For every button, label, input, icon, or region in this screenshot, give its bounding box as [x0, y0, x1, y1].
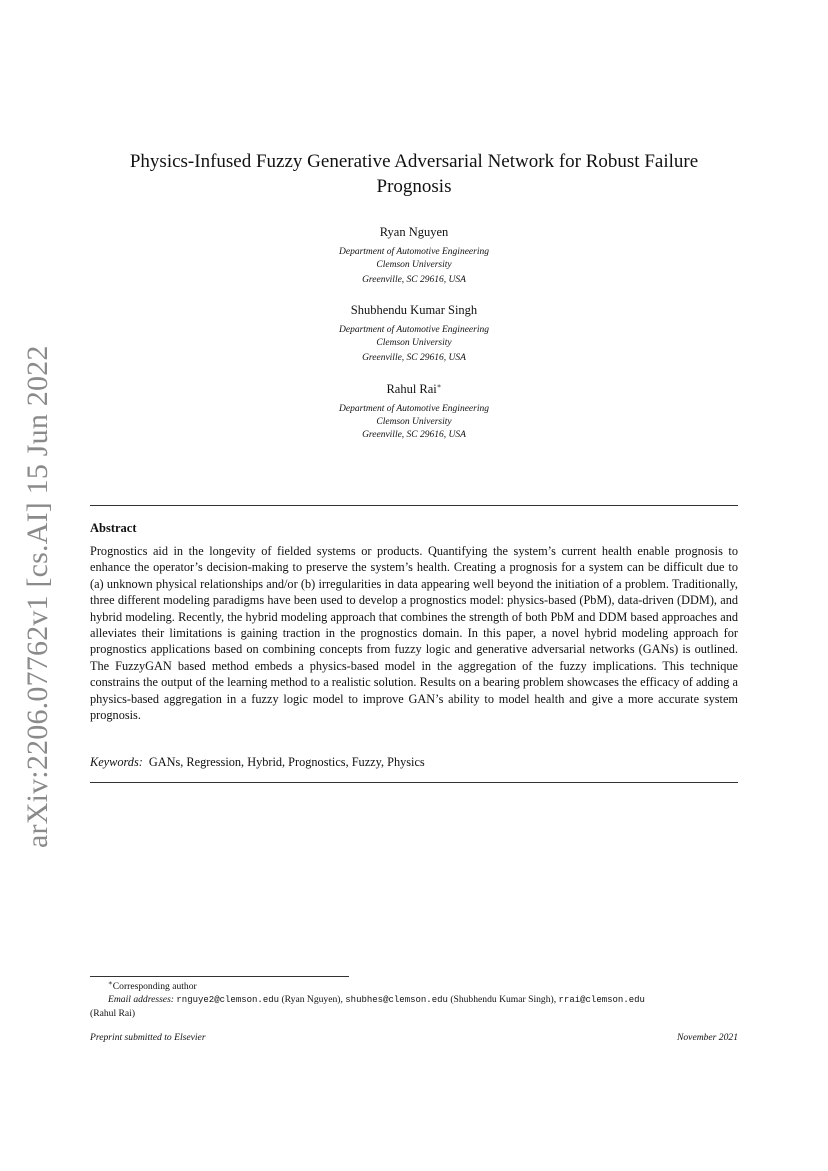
abstract-heading: Abstract — [90, 521, 137, 535]
affiliation — [90, 246, 738, 287]
author-block-1 — [90, 224, 738, 287]
affiliation-university: Clemson University — [376, 417, 452, 427]
submission-date: November 2021 — [676, 1032, 738, 1043]
abstract-text: Prognostics aid in the longevity of fielded systems or products. Quantifying the system’s current health enable prognosis to enhance the operator’s decision-making to preserve the system’s health. Creating a prognosis for a system can be difficult due to (a) unknown physical relationships and/or (b) irregularities in data appearing well beyond the initiation of a problem. Traditionally, three different modeling paradigms have been used to develop a prognostics model: physics-based (PbM), data-driven (DDM), and hybrid modeling. Recently, the hybrid modeling approach that combines the strength of both PbM and DDM based approaches and alleviates their limitations is gaining traction in the prognostics domain. In this paper, a novel hybrid modeling approach for prognostics applications based on combining concepts from fuzzy logic and generative adversarial networks (GANs) is outlined. The FuzzyGAN based method embeds a physics-based model in the aggregation of the fuzzy implications. This technique constrains the output of the learning method to a realistic solution. Results on a bearing problem showcases the efficacy of adding a physics-based aggregation in a fuzzy logic model to improve GAN’s ability to model health and give a more accurate system prognosis. — [90, 544, 738, 723]
author-name: Ryan Nguyen — [379, 225, 449, 239]
affiliation — [90, 324, 738, 365]
affiliation-city: Greenville, SC 29616, USA — [362, 275, 466, 285]
paper-title — [90, 149, 738, 199]
footnote — [90, 980, 738, 1020]
corresponding-marker: ∗ — [436, 381, 442, 390]
affiliation — [90, 403, 738, 442]
affiliation-department: Department of Automotive Engineering — [339, 404, 489, 414]
email-link-nguyen[interactable]: rnguye2@clemson.edu — [176, 995, 280, 1005]
title-line-2: Prognosis — [376, 176, 452, 197]
affiliation-city: Greenville, SC 29616, USA — [362, 353, 466, 363]
abstract-bottom-rule — [90, 782, 738, 783]
email-label: Email addresses: — [108, 994, 174, 1005]
email-link-singh[interactable]: shubhes@clemson.edu — [345, 995, 448, 1005]
affiliation-city: Greenville, SC 29616, USA — [362, 430, 466, 440]
footnote-rule — [90, 976, 349, 977]
affiliation-department: Department of Automotive Engineering — [339, 247, 489, 257]
author-block-3 — [90, 381, 738, 442]
affiliation-university: Clemson University — [376, 260, 452, 270]
footnote-corresponding: ∗Corresponding author — [108, 978, 197, 992]
footnote-email-owner-wrap: (Rahul Rai) — [90, 1008, 136, 1019]
footnote-emails — [90, 993, 738, 1007]
author-name: Rahul Rai∗ — [386, 381, 442, 396]
title-line-1: Physics-Infused Fuzzy Generative Adversarial Network for Robust Failure — [129, 151, 699, 172]
keywords-list: GANs, Regression, Hybrid, Prognostics, Fuzzy, Physics — [148, 755, 425, 769]
email-link-rai[interactable]: rrai@clemson.edu — [558, 995, 645, 1005]
author-name: Shubhendu Kumar Singh — [350, 303, 478, 317]
email-owner: (Shubhendu Kumar Singh), — [450, 994, 557, 1005]
abstract-top-rule — [90, 505, 738, 506]
keywords-label: Keywords: — [90, 755, 143, 769]
arxiv-identifier: arXiv:2206.07762v1 [cs.AI] 15 Jun 2022 — [21, 345, 54, 848]
preprint-note: Preprint submitted to Elsevier — [90, 1032, 206, 1043]
email-owner: (Ryan Nguyen), — [281, 994, 343, 1005]
affiliation-department: Department of Automotive Engineering — [339, 325, 489, 335]
affiliation-university: Clemson University — [376, 338, 452, 348]
author-block-2 — [90, 302, 738, 365]
keywords — [90, 754, 738, 770]
